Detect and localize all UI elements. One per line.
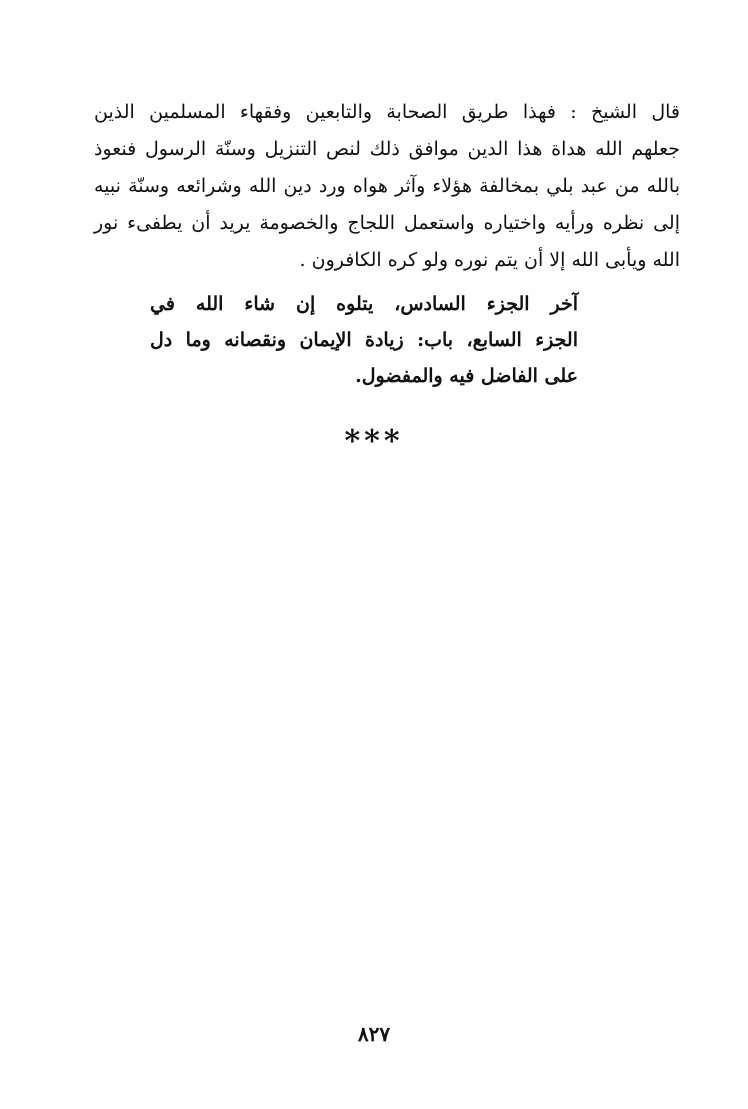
volume-colophon — [150, 286, 578, 394]
section-ornament: *** — [344, 424, 404, 459]
body-line: إلى نظره ورأيه واختياره واستعمل اللجاج والخصومة يريد أن يطفىء نور — [94, 212, 680, 234]
body-line: الله ويأبى الله إلا أن يتم نوره ولو كره الكافرون . — [299, 249, 680, 271]
body-paragraph — [94, 94, 680, 279]
colophon-line: على الفاضل فيه والمفضول. — [355, 365, 578, 387]
body-line: قال الشيخ : فهذا طريق الصحابة والتابعين وفقهاء المسلمين الذين — [94, 101, 680, 123]
body-line: بالله من عبد بلي بمخالفة هؤلاء وآثر هواه ورد دين الله وشرائعه وسنّة نبيه — [94, 175, 680, 197]
body-line: جعلهم الله هداة هذا الدين موافق ذلك لنص التنزيل وسنّة الرسول فنعوذ — [94, 138, 680, 160]
page-number: ٨٢٧ — [357, 1022, 391, 1046]
colophon-line: آخر الجزء السادس، يتلوه إن شاء الله في — [150, 293, 578, 315]
colophon-line: الجزء السابع، باب: زيادة الإيمان ونقصانه وما دل — [150, 329, 578, 351]
